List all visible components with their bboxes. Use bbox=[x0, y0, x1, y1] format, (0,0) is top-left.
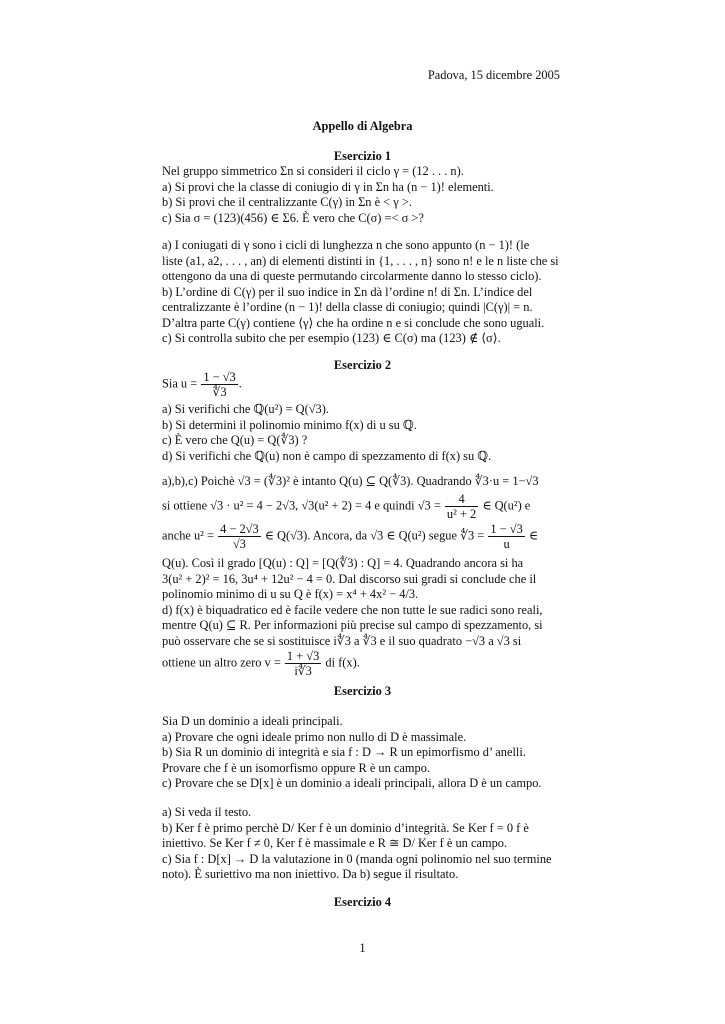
statement-line: a) Si verifichi che ℚ(u²) = Q(√3). bbox=[162, 402, 329, 416]
exercise-3-statement bbox=[162, 714, 585, 792]
exercise-2-statement bbox=[162, 370, 585, 464]
solution-line: d) f(x) è biquadratico ed è facile vedere che non tutte le sue radici sono reali, bbox=[162, 602, 543, 617]
fraction-numerator: 1 − √3 bbox=[203, 370, 236, 384]
statement-line: c) Provare che se D[x] è un dominio a ideali principali, allora D è un campo. bbox=[162, 776, 542, 790]
solution-text: ∈ bbox=[528, 528, 539, 543]
solution-line: mentre Q(u) ⊆ R. Per informazioni più precise sul campo di spezzamento, si bbox=[162, 618, 543, 632]
fraction-numerator: 4 bbox=[445, 492, 478, 507]
definition-prefix: Sia u = bbox=[162, 376, 198, 391]
solution-line: D’altra parte C(γ) contiene ⟨γ⟩ che ha ordine n e si conclude che sono uguali. bbox=[162, 315, 545, 330]
solution-line-with-fraction bbox=[162, 649, 585, 681]
solution-text: anche u² = bbox=[162, 528, 214, 543]
solution-line: può osservare che se si sostituisce i∜3 a ∜3 e il suo quadrato −√3 a √3 si bbox=[162, 633, 522, 648]
solution-line: polinomio minimo di u su Q è f(x) = x⁴ + 4x² − 4/3. bbox=[162, 587, 419, 601]
date-line: Padova, 15 dicembre 2005 bbox=[427, 68, 560, 82]
exercise-1-statement bbox=[162, 164, 585, 226]
solution-line: noto). È suriettivo ma non iniettivo. Da b) segue il risultato. bbox=[162, 867, 459, 881]
solution-line: a) Si veda il testo. bbox=[162, 805, 252, 819]
solution-line: c) Sia f : D[x] → D la valutazione in 0 (manda ogni polinomio nel suo termine bbox=[162, 851, 552, 866]
solution-line: 3(u² + 2)² = 16, 3u⁴ + 12u² − 4 = 0. Dal discorso sui gradi si conclude che il bbox=[162, 571, 537, 586]
page-title: Appello di Algebra bbox=[312, 119, 413, 133]
solution-line: centralizzante è l’ordine (n − 1)! della classe di coniugio; quindi |C(γ)| = n. bbox=[162, 300, 533, 314]
solution-line-with-fraction bbox=[162, 522, 585, 556]
solution-fraction bbox=[218, 522, 261, 551]
fraction-denominator: i∜3 bbox=[294, 664, 312, 678]
statement-line: c) È vero che Q(u) = Q(∜3) ? bbox=[162, 433, 308, 447]
solution-fraction bbox=[285, 649, 321, 678]
statement-line: Sia D un dominio a ideali principali. bbox=[162, 714, 343, 728]
statement-line: Nel gruppo simmetrico Σn si consideri il ciclo γ = (12 . . . n). bbox=[162, 164, 464, 178]
solution-fraction bbox=[445, 492, 478, 521]
solution-line: liste (a1, a2, . . . , an) di elementi distinti in {1, . . . , n} sono n! e le n liste che si bbox=[162, 253, 559, 268]
page-number: 1 bbox=[359, 941, 366, 955]
solution-line: b) L’ordine di C(γ) per il suo indice in Σn dà l’ordine n! di Σn. L’indice del bbox=[162, 284, 533, 299]
exercise-3-solution bbox=[162, 805, 585, 883]
solution-line-with-fraction bbox=[162, 492, 585, 522]
definition-line bbox=[162, 370, 585, 402]
solution-fraction bbox=[488, 522, 524, 551]
fraction-denominator: u bbox=[503, 537, 510, 551]
fraction-numerator: 1 − √3 bbox=[490, 522, 523, 536]
exercise-1-solution bbox=[162, 238, 585, 347]
solution-text: ∈ Q(√3). Ancora, da √3 ∈ Q(u²) segue ∜3 = bbox=[264, 528, 485, 543]
statement-line: a) Si provi che la classe di coniugio di γ in Σn ha (n − 1)! elementi. bbox=[162, 179, 494, 194]
statement-line: a) Provare che ogni ideale primo non nullo di D è massimale. bbox=[162, 729, 467, 744]
fraction-numerator: 4 − 2√3 bbox=[220, 522, 259, 536]
fraction-denominator: u² + 2 bbox=[446, 507, 477, 521]
fraction-denominator: √3 bbox=[232, 537, 246, 551]
solution-line: ottengono da una di queste permutando circolarmente danno lo stesso ciclo). bbox=[162, 269, 542, 283]
statement-line: b) Si provi che il centralizzante C(γ) in Σn è < γ >. bbox=[162, 195, 412, 209]
exercise-2-heading: Esercizio 2 bbox=[333, 358, 392, 372]
solution-text: di f(x). bbox=[325, 655, 360, 670]
solution-text: si ottiene √3 · u² = 4 − 2√3, √3(u² + 2) = 4 e quindi √3 = bbox=[162, 498, 441, 513]
statement-line: c) Sia σ = (123)(456) ∈ Σ6. È vero che C(σ) =< σ >? bbox=[162, 210, 424, 225]
exercise-4-heading: Esercizio 4 bbox=[333, 895, 392, 909]
exercise-3-heading: Esercizio 3 bbox=[333, 684, 392, 698]
exercise-2-solution bbox=[162, 474, 585, 681]
solution-line: iniettivo. Se Ker f ≠ 0, Ker f è massimale e R ≅ D/ Ker f è un campo. bbox=[162, 836, 508, 850]
definition-suffix: . bbox=[238, 376, 242, 391]
statement-line: Provare che f è un isomorfismo oppure R è un campo. bbox=[162, 760, 431, 775]
fraction-numerator: 1 + √3 bbox=[286, 649, 320, 663]
solution-text: ∈ Q(u²) e bbox=[482, 498, 531, 513]
solution-line: a),b),c) Poichè √3 = (∜3)² è intanto Q(u) ⊆ Q(∜3). Quadrando ∜3·u = 1−√3 bbox=[162, 474, 539, 488]
exercise-1-heading: Esercizio 1 bbox=[333, 149, 392, 163]
solution-text: ottiene un altro zero v = bbox=[162, 655, 281, 670]
definition-fraction bbox=[201, 370, 237, 399]
statement-line: d) Si verifichi che ℚ(u) non è campo di spezzamento di f(x) su ℚ. bbox=[162, 448, 492, 463]
solution-line: c) Si controlla subito che per esempio (123) ∈ C(σ) ma (123) ∉ ⟨σ⟩. bbox=[162, 331, 501, 345]
fraction-denominator: ∜3 bbox=[212, 385, 227, 399]
statement-line: b) Si determini il polinomio minimo f(x) di u su ℚ. bbox=[162, 417, 417, 432]
solution-line: b) Ker f è primo perchè D/ Ker f è un dominio d’integrità. Se Ker f = 0 f è bbox=[162, 820, 529, 835]
solution-line: Q(u). Così il grado [Q(u) : Q] = [Q(∜3) : Q] = 4. Quadrando ancora si ha bbox=[162, 556, 524, 570]
statement-line: b) Sia R un dominio di integrità e sia f : D → R un epimorfismo d’ anelli. bbox=[162, 745, 526, 759]
solution-line: a) I coniugati di γ sono i cicli di lunghezza n che sono appunto (n − 1)! (le bbox=[162, 238, 530, 252]
